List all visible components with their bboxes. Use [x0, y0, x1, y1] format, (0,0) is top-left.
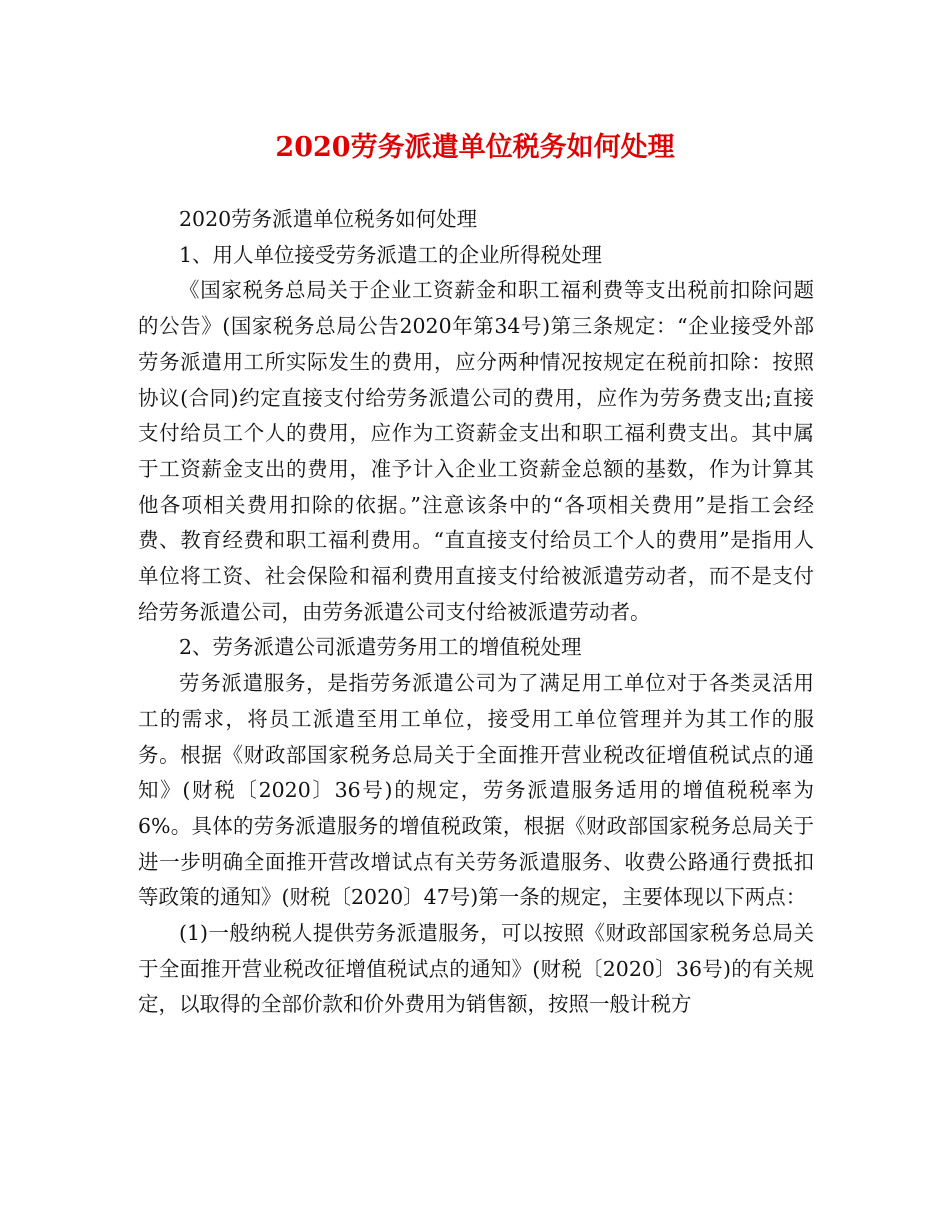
- paragraph-heading-2: 2、劳务派遣公司派遣劳务用工的增值税处理: [179, 635, 582, 660]
- paragraph-heading-1: 1、用人单位接受劳务派遣工的企业所得税处理: [179, 242, 603, 267]
- paragraph-general-taxpayer: (1)一般纳税人提供劳务派遣服务，可以按照《财政部国家税务总局关于全面推开营业税改征增值税试点的通知》(财税〔2020〕36号)的有关规定，以取得的全部价款和价外费用为销售额，按照一般计税方: [138, 921, 814, 1017]
- paragraph-subtitle: 2020劳务派遣单位税务如何处理: [179, 207, 478, 231]
- document-title: 2020劳务派遣单位税务如何处理: [275, 132, 675, 163]
- document-body: [138, 202, 814, 1023]
- paragraph-vat-service: 劳务派遣服务，是指劳务派遣公司为了满足用工单位对于各类灵活用工的需求，将员工派遣至用工单位，接受用工单位管理并为其工作的服务。根据《财政部国家税务总局关于全面推开营业税改征增值税试点的通知》(财税〔2020〕36号)的规定，劳务派遣服务适用的增值税税率为6%。具体的劳务派遣服务的增值税政策，根据《财政部国家税务总局关于进一步明确全面推开营改增试点有关劳务派遣服务、收费公路通行费抵扣等政策的通知》(财税〔2020〕47号)第一条的规定，主要体现以下两点：: [138, 671, 814, 910]
- paragraph-income-tax: 《国家税务总局关于企业工资薪金和职工福利费等支出税前扣除问题的公告》(国家税务总局公告2020年第34号)第三条规定：“企业接受外部劳务派遣用工所实际发生的费用，应分两种情况按规定在税前扣除：按照协议(合同)约定直接支付给劳务派遣公司的费用，应作为劳务费支出;直接支付给员工个人的费用，应作为工资薪金支出和职工福利费支出。其中属于工资薪金支出的费用，准予计入企业工资薪金总额的基数，作为计算其他各项相关费用扣除的依据。”注意该条中的“各项相关费用”是指工会经费、教育经费和职工福利费用。“直直接支付给员工个人的费用”是指用人单位将工资、社会保险和福利费用直接支付给被派遣劳动者，而不是支付给劳务派遣公司，由劳务派遣公司支付给被派遣劳动者。: [138, 278, 814, 624]
